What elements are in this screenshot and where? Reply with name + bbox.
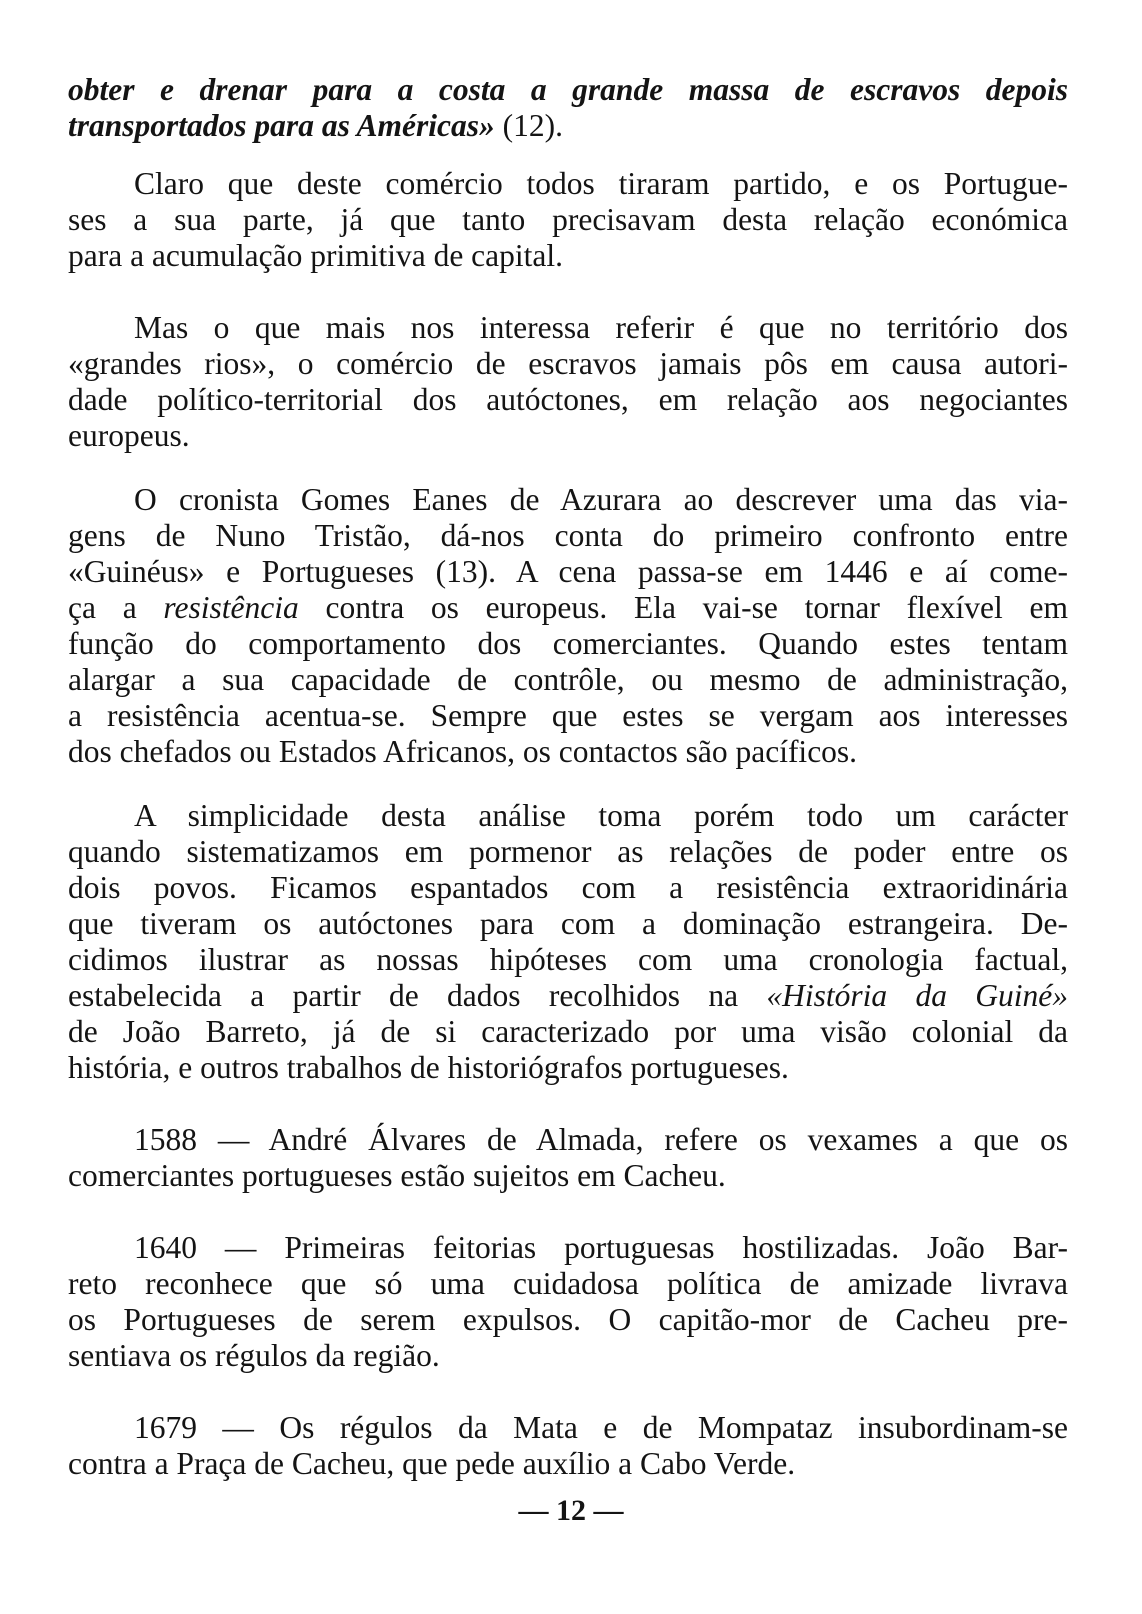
italic-term: resistência: [163, 590, 299, 625]
paragraph-analysis: [68, 798, 1068, 1086]
text-line: contra a Praça de Cacheu, que pede auxílio a Cabo Verde.: [68, 1446, 796, 1481]
chronology-entry-1640: [68, 1230, 1068, 1374]
footnote-ref: (12).: [494, 108, 564, 143]
quote-italic-text: transportados para as Américas»: [68, 108, 495, 143]
text-line: dos chefados ou Estados Africanos, os contactos são pacíficos.: [68, 734, 858, 769]
text-segment: contra os europeus. Ela vai-se tornar flexível em: [298, 590, 1068, 625]
text-segment: ça a: [68, 590, 164, 625]
text-line: história, e outros trabalhos de historiógrafos portugueses.: [68, 1050, 789, 1085]
text-line: A simplicidade desta análise toma porém todo um carácter: [134, 798, 1068, 833]
text-line: [68, 590, 1068, 626]
text-line: quando sistematizamos em pormenor as relações de poder entre os: [68, 834, 1068, 869]
text-line: sentiava os régulos da região.: [68, 1338, 440, 1373]
text-line: para a acumulação primitiva de capital.: [68, 238, 564, 273]
text-line: obter e drenar para a costa a grande massa de escravos depois: [68, 72, 1068, 107]
text-line: «grandes rios», o comércio de escravos jamais pôs em causa autori-: [68, 346, 1068, 381]
text-line: que tiveram os autóctones para com a dominação estrangeira. De-: [68, 906, 1068, 941]
text-segment: estabelecida a partir de dados recolhidos na: [68, 978, 767, 1013]
text-line: de João Barreto, já de si caracterizado por uma visão colonial da: [68, 1014, 1068, 1049]
text-line: Claro que deste comércio todos tiraram partido, e os Portugue-: [134, 166, 1068, 201]
text-line: 1679 — Os régulos da Mata e de Mompataz insubordinam-se: [134, 1410, 1068, 1445]
text-line: [68, 108, 1068, 144]
paragraph-quote-end: [68, 72, 1068, 144]
text-line: 1640 — Primeiras feitorias portuguesas hostilizadas. João Bar-: [134, 1230, 1068, 1265]
text-line: ses a sua parte, já que tanto precisavam desta relação económica: [68, 202, 1068, 237]
paragraph-authority: [68, 310, 1068, 454]
text-line: Mas o que mais nos interessa referir é que no território dos: [134, 310, 1068, 345]
text-line: os Portugueses de serem expulsos. O capitão-mor de Cacheu pre-: [68, 1302, 1068, 1337]
paragraph-commerce: [68, 166, 1068, 274]
text-line: dade político-territorial dos autóctones, em relação aos negociantes: [68, 382, 1068, 417]
text-line: gens de Nuno Tristão, dá-nos conta do primeiro confronto entre: [68, 518, 1068, 553]
text-line: «Guinéus» e Portugueses (13). A cena passa-se em 1446 e aí come-: [68, 554, 1068, 589]
text-line: dois povos. Ficamos espantados com a resistência extraoridinária: [68, 870, 1068, 905]
text-line: alargar a sua capacidade de contrôle, ou mesmo de administração,: [68, 662, 1068, 697]
text-line: europeus.: [68, 418, 190, 453]
text-line: comerciantes portugueses estão sujeitos em Cacheu.: [68, 1158, 726, 1193]
text-line: 1588 — André Álvares de Almada, refere os vexames a que os: [134, 1122, 1068, 1157]
book-title-italic: «História da Guiné»: [766, 978, 1068, 1013]
text-line: [68, 978, 1068, 1014]
text-line: reto reconhece que só uma cuidadosa política de amizade livrava: [68, 1266, 1068, 1301]
text-line: cidimos ilustrar as nossas hipóteses com uma cronologia factual,: [68, 942, 1068, 977]
text-line: O cronista Gomes Eanes de Azurara ao descrever uma das via-: [134, 482, 1068, 517]
paragraph-azurara: [68, 482, 1068, 770]
text-line: a resistência acentua-se. Sempre que estes se vergam aos interesses: [68, 698, 1068, 733]
page-body: [68, 72, 1068, 1482]
text-line: função do comportamento dos comerciantes. Quando estes tentam: [68, 626, 1068, 661]
page-number: — 12 —: [518, 1494, 624, 1527]
chronology-entry-1588: [68, 1122, 1068, 1194]
chronology-entry-1679: [68, 1410, 1068, 1482]
